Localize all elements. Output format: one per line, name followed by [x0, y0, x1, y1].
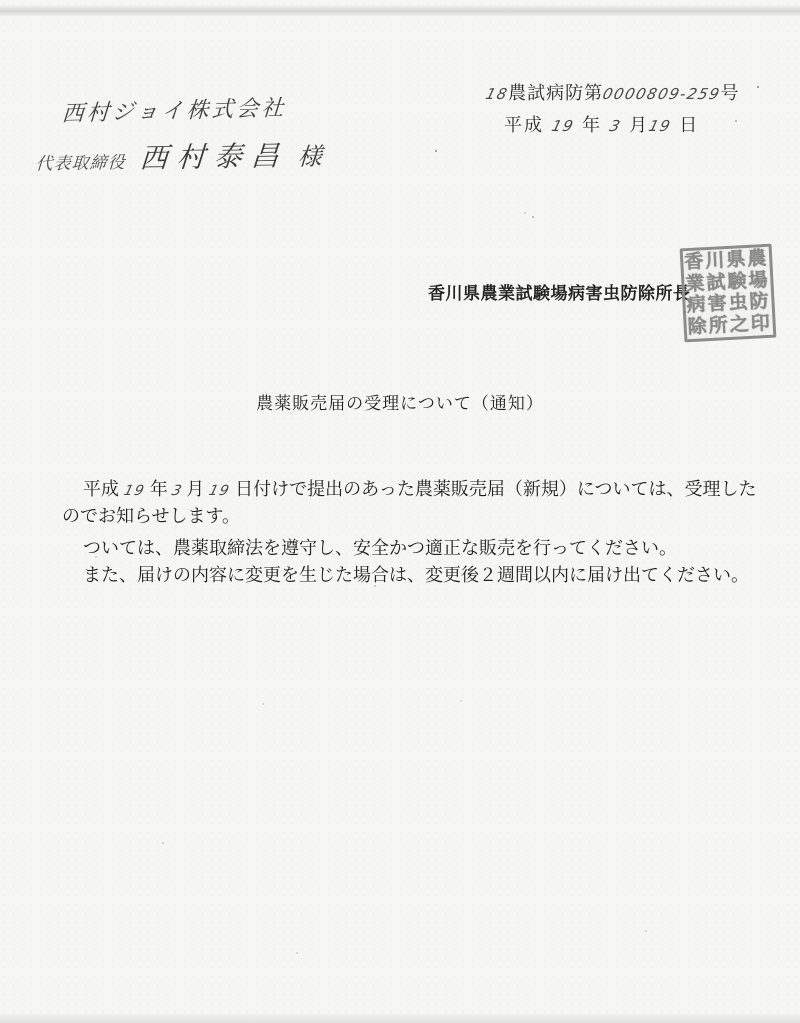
addressee-name-line-handwritten — [35, 133, 324, 178]
date-year-handwritten: 19 — [549, 117, 577, 135]
document-number-line — [483, 79, 740, 105]
seal-row-4: 除所之印 — [687, 312, 773, 338]
body-p1-year-unit: 年 — [149, 479, 168, 499]
body-paragraph-1-line-1 — [62, 476, 762, 503]
body-paragraph-3: また、届けの内容に変更を生じた場合は、変更後２週間以内に届け出てください。 — [83, 565, 749, 585]
document-number-year-handwritten: 18 — [483, 85, 511, 103]
scan-noise-specks — [0, 0, 2, 2]
body-p1-month-unit: 月 — [186, 479, 205, 499]
addressee-name: 西村泰昌 — [138, 139, 290, 175]
date-era: 平成 — [504, 115, 544, 135]
body-text — [62, 476, 762, 589]
body-paragraph-1-line-2: のでお知らせします。 — [62, 506, 241, 526]
body-p1-era: 平成 — [83, 479, 119, 499]
body-paragraph-2: ついては、農薬取締法を遵守し、安全かつ適正な販売を行ってください。 — [83, 538, 677, 558]
document-number-serial-handwritten: 0000809-259 — [600, 85, 723, 103]
date-day-handwritten: 19 — [646, 117, 674, 135]
body-p1-rest: 日付けで提出のあった農薬販売届（新規）については、受理した — [235, 479, 757, 499]
date-year-unit: 年 — [582, 115, 603, 135]
seal-row-3: 病害虫防 — [686, 290, 772, 317]
body-p1-year-handwritten: 19 — [122, 483, 147, 499]
addressee-honorific: 様 — [296, 142, 323, 171]
seal-row-1: 香川県農 — [683, 248, 769, 274]
document-date-line — [504, 111, 699, 137]
date-day-unit: 日 — [679, 115, 700, 135]
scan-artifact-bottom-band — [0, 1014, 800, 1023]
document-number-suffix: 号 — [720, 83, 740, 103]
seal-row-2: 業試験場 — [684, 269, 770, 295]
date-month-handwritten: 3 — [607, 117, 624, 135]
scan-artifact-top-band — [0, 5, 800, 16]
body-p1-day-handwritten: 19 — [207, 483, 233, 499]
body-p1-month-handwritten: 3 — [169, 483, 185, 499]
addressee-title: 代表取締役 — [34, 152, 127, 175]
subject-title: 農薬販売届の受理について（通知） — [256, 394, 544, 413]
document-number-label: 農試病防第 — [508, 83, 604, 103]
addressee-company-handwritten: 西村ジョイ株式会社 — [61, 96, 288, 127]
official-seal-stamp — [680, 244, 777, 343]
date-month-unit: 月 — [629, 115, 650, 135]
sender-name: 香川県農業試験場病害虫防除所長 — [428, 284, 691, 303]
